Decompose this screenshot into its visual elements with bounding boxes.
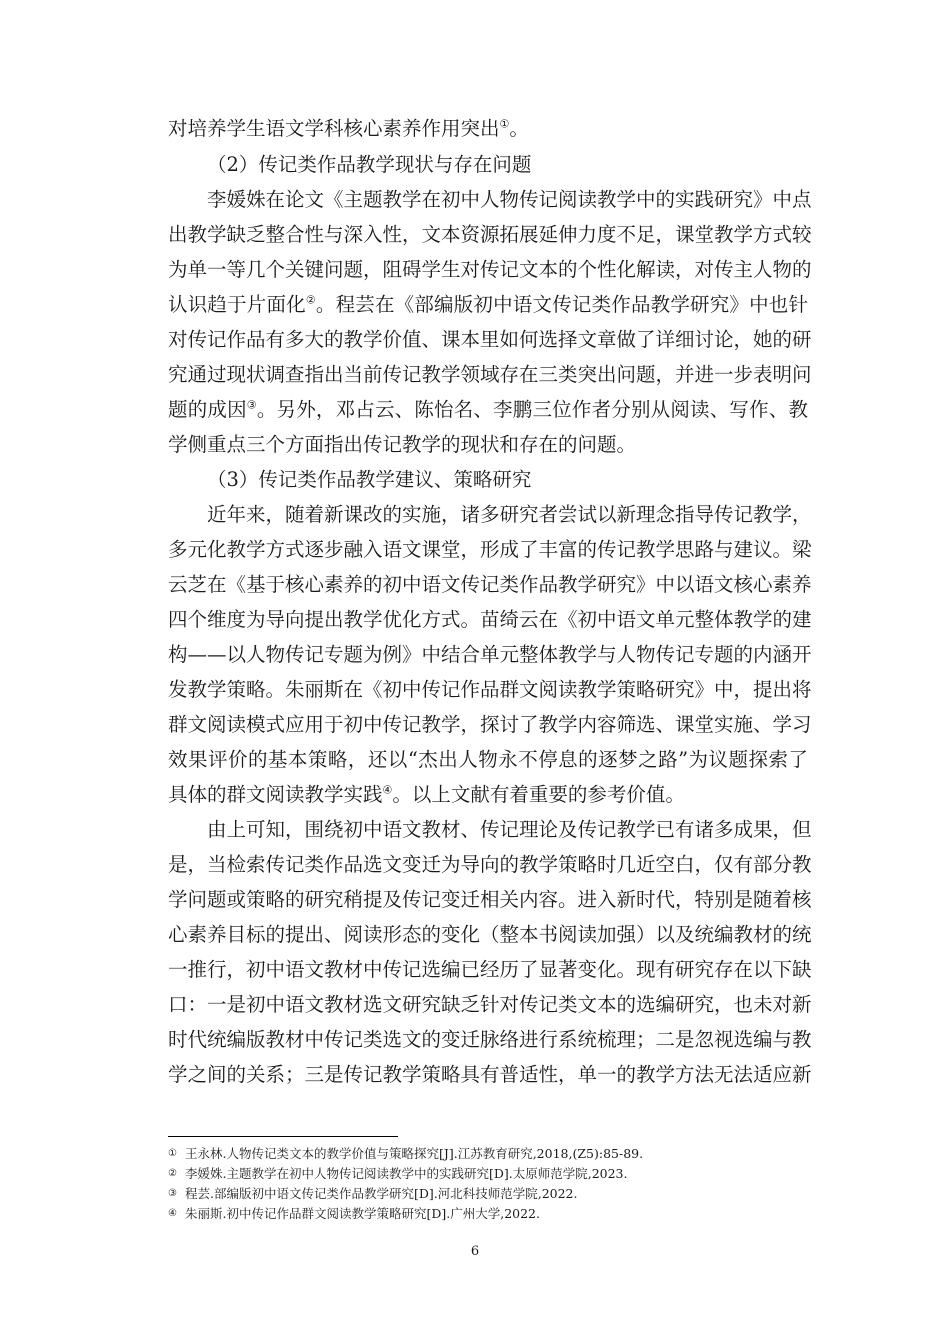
text-line: 究通过现状调查指出当前传记教学领域存在三类突出问题，并进一步表明问 [168, 363, 812, 386]
text-line: 题的成因③。另外，邓占云、陈怡名、李鹏三位作者分别从阅读、写作、教 [168, 398, 808, 421]
text-line: 效果评价的基本策略，还以“杰出人物永不停息的逐梦之路”为议题探索了 [168, 748, 808, 771]
footnote: ③ 程芸.部编版初中语文传记类作品教学研究[D].河北科技师范学院,2022. [168, 1186, 578, 1201]
footnote: ④ 朱丽斯.初中传记作品群文阅读教学策略研究[D].广州大学,2022. [168, 1206, 540, 1221]
text-line: 对培养学生语文学科核心素养作用突出①。 [168, 117, 529, 140]
text-line: 云芝在《基于核心素养的初中语文传记类作品教学研究》中以语文核心素养 [168, 573, 812, 596]
text-line: 由上可知，围绕初中语文教材、传记理论及传记教学已有诸多成果，但 [207, 818, 812, 841]
text-line: 一推行，初中语文教材中传记选编已经历了显著变化。现有研究存在以下缺 [168, 958, 812, 981]
text-line: 具体的群文阅读教学实践④。以上文献有着重要的参考价值。 [168, 783, 685, 806]
text-line: 是，当检索传记类作品选文变迁为导向的教学策略时几近空白，仅有部分教 [168, 853, 812, 876]
text-line: 为单一等几个关键问题，阻碍学生对传记文本的个性化解读，对传主人物的 [168, 258, 812, 281]
text-line: 学侧重点三个方面指出传记教学的现状和存在的问题。 [168, 433, 637, 456]
footnote-ref: ① [499, 117, 510, 131]
text-line: 对传记作品有多大的教学价值、课本里如何选择文章做了详细讨论，她的研 [168, 328, 812, 351]
footnote-ref: ④ [382, 783, 393, 797]
text-line: 李媛姝在论文《主题教学在初中人物传记阅读教学中的实践研究》中点 [207, 188, 812, 211]
text-line: 口：一是初中语文教材选文研究缺乏针对传记类文本的选编研究，也未对新 [168, 993, 812, 1016]
text-line: 群文阅读模式应用于初中传记教学，探讨了教学内容筛选、课堂实施、学习 [168, 713, 812, 736]
section-heading: （3）传记类作品教学建议、策略研究 [207, 468, 532, 491]
footnote-ref: ③ [246, 398, 257, 412]
section-heading: （2）传记类作品教学现状与存在问题 [207, 153, 532, 176]
text-line: 出教学缺乏整合性与深入性，文本资源拓展延伸力度不足，课堂教学方式较 [168, 223, 812, 246]
text-line: 时代统编版教材中传记类选文的变迁脉络进行系统梳理；二是忽视选编与教 [168, 1028, 812, 1051]
footnote: ① 王永林.人物传记类文本的教学价值与策略探究[J].江苏教育研究,2018,(Z5):85-89. [168, 1146, 644, 1161]
text-line: 学问题或策略的研究稍提及传记变迁相关内容。进入新时代，特别是随着核 [168, 888, 812, 911]
footnote-ref: ② [305, 293, 316, 307]
text-line: 学之间的关系；三是传记教学策略具有普适性，单一的教学方法无法适应新 [168, 1063, 812, 1086]
page-number: 6 [470, 1244, 480, 1259]
text-line: 发教学策略。朱丽斯在《初中传记作品群文阅读教学策略研究》中，提出将 [168, 678, 812, 701]
footnote-separator [168, 1136, 398, 1137]
text-line: 四个维度为导向提出教学优化方式。苗绮云在《初中语文单元整体教学的建 [168, 608, 812, 631]
text-line: 多元化教学方式逐步融入语文课堂，形成了丰富的传记教学思路与建议。梁 [168, 538, 812, 561]
text-line: 心素养目标的提出、阅读形态的变化（整本书阅读加强）以及统编教材的统 [168, 923, 812, 946]
text-line: 认识趋于片面化②。程芸在《部编版初中语文传记类作品教学研究》中也针 [168, 293, 808, 316]
text-line: 近年来，随着新课改的实施，诸多研究者尝试以新理念指导传记教学， [207, 503, 812, 526]
text-line: 构——以人物传记专题为例》中结合单元整体教学与人物传记专题的内涵开 [168, 643, 812, 666]
footnote: ② 李媛姝.主题教学在初中人物传记阅读教学中的实践研究[D].太原师范学院,2023. [168, 1166, 628, 1181]
